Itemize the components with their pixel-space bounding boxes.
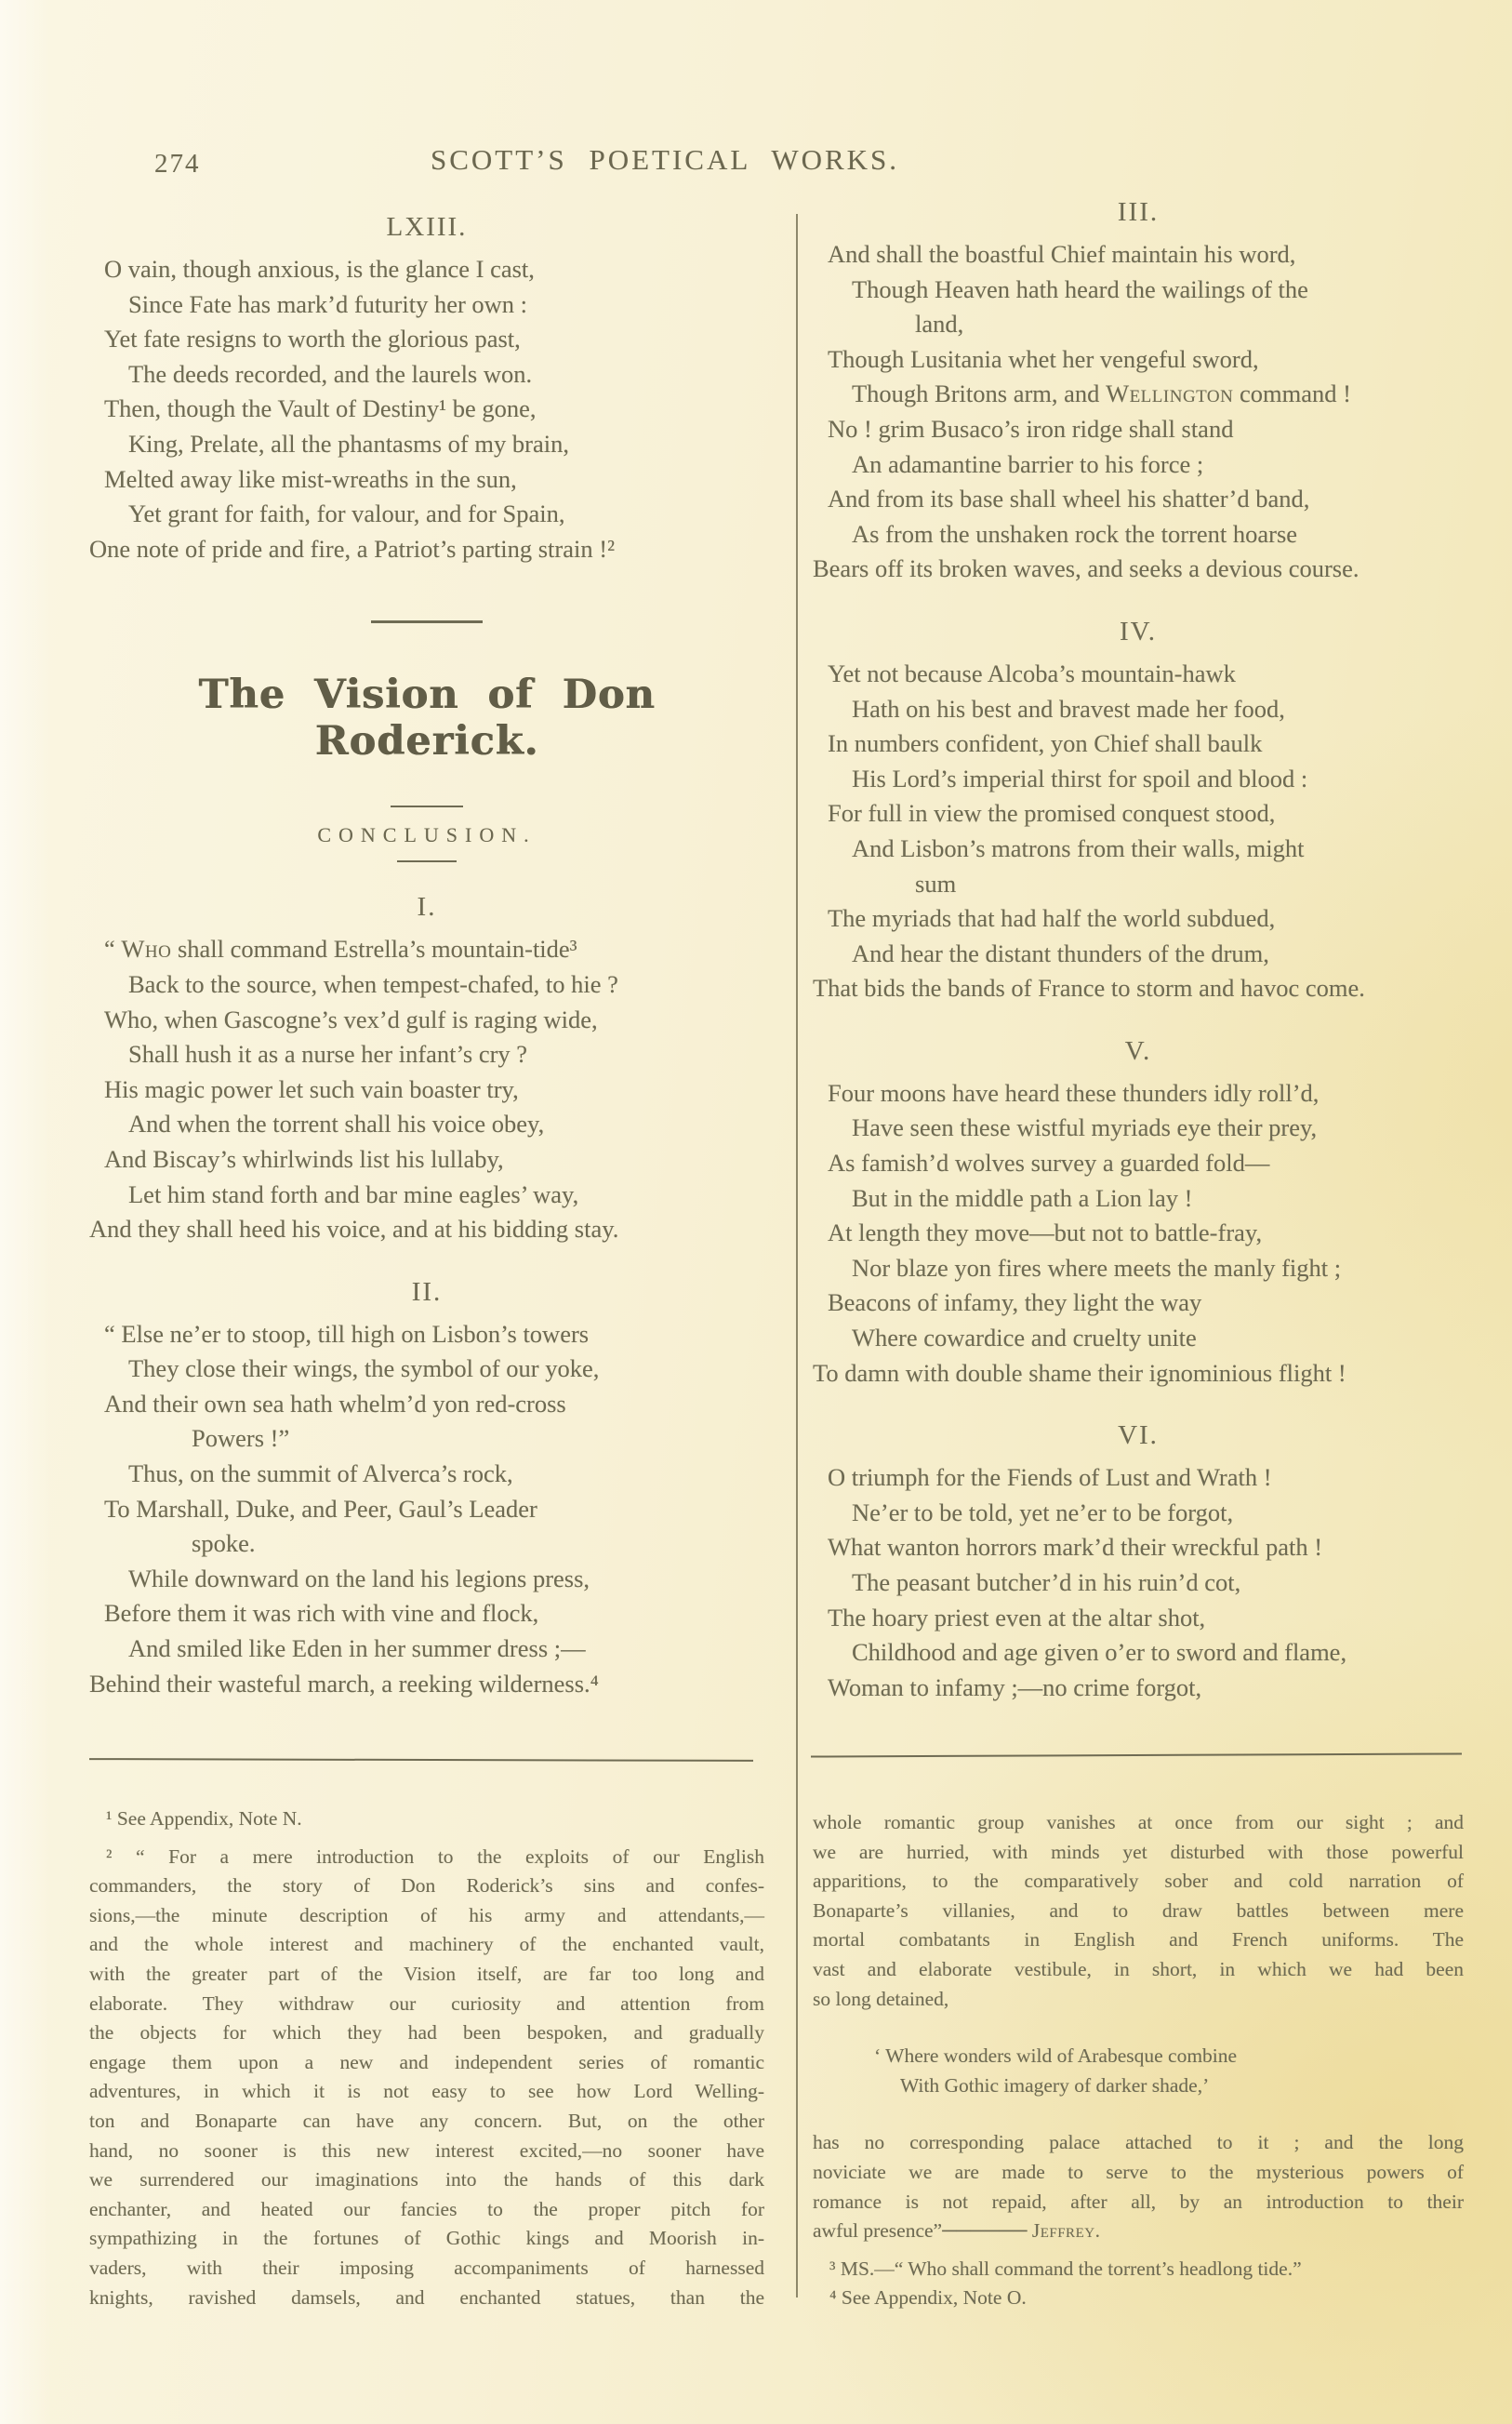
footnote-line: mortal combatants in English and French uniforms. The xyxy=(813,1928,1464,1951)
poem-line: Ne’er to be told, yet ne’er to be forgot, xyxy=(852,1498,1234,1526)
poem-line: Let him stand forth and bar mine eagles’ way, xyxy=(128,1179,579,1208)
poem-line: Back to the source, when tempest-chafed, to hie ? xyxy=(128,969,618,998)
poem-line: In numbers confident, yon Chief shall baulk xyxy=(828,729,1263,758)
poem-line: And Lisbon’s matrons from their walls, might xyxy=(852,833,1305,862)
footnote-line: Bonaparte’s villanies, and to draw battles between mere xyxy=(813,1898,1464,1922)
section-heading: LXIII. xyxy=(386,212,468,242)
section-heading: V. xyxy=(1124,1035,1152,1066)
footnote-line: apparitions, to the comparatively sober and cold narration of xyxy=(813,1870,1464,1893)
stanza xyxy=(813,657,1464,1006)
poem-line: And smiled like Eden in her summer dress ;— xyxy=(128,1634,586,1663)
poem-line: O vain, though anxious, is the glance I cast, xyxy=(104,255,535,283)
footnote-line: romance is not repaid, after all, by an introduction to their xyxy=(813,2190,1464,2213)
stanza xyxy=(813,1076,1464,1391)
footnote-line: engage them upon a new and independent series of romantic xyxy=(89,2050,764,2073)
poem-line: As from the unshaken rock the torrent hoarse xyxy=(852,519,1298,548)
small-caps-text: Jeffrey xyxy=(1031,2219,1095,2243)
poem-line: The deeds recorded, and the laurels won. xyxy=(128,359,533,388)
poem-line: Though Lusitania whet her vengeful sword, xyxy=(828,344,1259,373)
poem-line: O triumph for the Fiends of Lust and Wrath ! xyxy=(828,1463,1272,1492)
poem-line: What wanton horrors mark’d their wreckful path ! xyxy=(828,1533,1323,1562)
running-title: SCOTT’S POETICAL WORKS. xyxy=(430,143,900,176)
poem-line: Bears off its broken waves, and seeks a devious course. xyxy=(813,554,1359,583)
footnote-line: ‘ Where wonders wild of Arabesque combine xyxy=(874,2044,1238,2068)
poem-line: Yet not because Alcoba’s mountain-hawk xyxy=(828,659,1236,687)
footnote-line: with the greater part of the Vision itself, are far too long and xyxy=(89,1962,764,1985)
poem-line: Shall hush it as a nurse her infant’s cry ? xyxy=(128,1040,528,1069)
poem-line: But in the middle path a Lion lay ! xyxy=(852,1183,1193,1212)
poem-line: Powers !” xyxy=(192,1424,290,1453)
footnote-line: so long detained, xyxy=(813,1987,949,2010)
section-heading: III. xyxy=(1117,197,1160,227)
poem-line: The myriads that had half the world subdued, xyxy=(828,904,1276,933)
footnote-line: elaborate. They withdraw our curiosity and attention from xyxy=(89,1991,764,2015)
poem-line: Though Britons arm, and Wellington command ! xyxy=(852,380,1351,408)
footnote-line: ¹ See Appendix, Note N. xyxy=(106,1807,302,1830)
footnote-separator-right xyxy=(811,1752,1462,1757)
footnote-line: noviciate we are made to serve to the mysterious powers of xyxy=(813,2160,1464,2183)
poem-line: And when the torrent shall his voice obey, xyxy=(128,1110,545,1139)
poem-line: Behind their wasteful march, a reeking wilderness.⁴ xyxy=(89,1669,599,1698)
footnote-line: hand, no sooner is this new interest excited,—no sooner have xyxy=(89,2138,764,2162)
footnote-line: ⁴ See Appendix, Note O. xyxy=(829,2286,1027,2310)
conclusion-subtitle: CONCLUSION. xyxy=(317,823,537,847)
stanza xyxy=(813,237,1464,587)
poem-line: His Lord’s imperial thirst for spoil and blood : xyxy=(852,764,1308,792)
ornament-rule xyxy=(391,806,463,807)
poem-line: Thus, on the summit of Alverca’s rock, xyxy=(128,1459,513,1488)
footnote-line: vaders, with their imposing accompaniments of harnessed xyxy=(89,2256,764,2279)
poem-line: For full in view the promised conquest stood, xyxy=(828,799,1276,828)
poem-line: To Marshall, Duke, and Peer, Gaul’s Leader xyxy=(104,1494,537,1523)
poem-line: Hath on his best and bravest made her food, xyxy=(852,694,1285,723)
poem-line: To damn with double shame their ignominious flight ! xyxy=(813,1358,1346,1387)
section-heading: IV. xyxy=(1119,616,1158,646)
poem-line: Who, when Gascogne’s vex’d gulf is raging wide, xyxy=(104,1005,598,1033)
poem-line: They close their wings, the symbol of our yoke, xyxy=(128,1354,600,1383)
page-number: 274 xyxy=(154,149,201,179)
section-heading: II. xyxy=(411,1276,443,1307)
poem-line: Woman to infamy ;—no crime forgot, xyxy=(828,1672,1202,1701)
poem-line: And their own sea hath whelm’d yon red-cross xyxy=(104,1389,566,1418)
poem-line: His magic power let such vain boaster try, xyxy=(104,1074,519,1103)
poem-line: Beacons of infamy, they light the way xyxy=(828,1288,1202,1317)
ornament-rule xyxy=(397,860,457,862)
poem-line: Where cowardice and cruelty unite xyxy=(852,1324,1197,1352)
poem-line: At length they move—but not to battle-fray, xyxy=(828,1219,1263,1247)
poem-line: And Biscay’s whirlwinds list his lullaby, xyxy=(104,1144,504,1173)
poem-line: Before them it was rich with vine and flock, xyxy=(104,1599,539,1628)
poem-line: Yet grant for faith, for valour, and for Spain, xyxy=(128,499,565,528)
footnote-line: ³ MS.—“ Who shall command the torrent’s headlong tide.” xyxy=(829,2257,1302,2280)
poem-line: And shall the boastful Chief maintain his word, xyxy=(828,240,1296,268)
poem-line: “ Else ne’er to stoop, till high on Lisbon’s towers xyxy=(104,1319,590,1348)
poem-line: An adamantine barrier to his force ; xyxy=(852,449,1204,478)
footnote-line: sympathizing in the fortunes of Gothic kings and Moorish in- xyxy=(89,2227,764,2250)
footnote-line: and the whole interest and machinery of the enchanted vault, xyxy=(89,1933,764,1956)
footnote-line: ton and Bonaparte can have any concern. But, on the other xyxy=(89,2109,764,2132)
poem-line: Yet fate resigns to worth the glorious past, xyxy=(104,325,521,353)
right-column xyxy=(813,197,1464,1705)
poem-line: That bids the bands of France to storm and havoc come. xyxy=(813,974,1365,1003)
poem-line: Have seen these wistful myriads eye their prey, xyxy=(852,1113,1318,1142)
section-heading: I. xyxy=(417,892,437,923)
small-caps-text: Wellington xyxy=(1106,380,1234,408)
poem-line: Melted away like mist-wreaths in the sun, xyxy=(104,464,517,493)
footnotes-right xyxy=(813,1808,1464,2313)
left-column xyxy=(89,212,764,1701)
poem-line: King, Prelate, all the phantasms of my brain, xyxy=(128,429,569,458)
footnote-line: awful presence”────── Jeffrey. xyxy=(813,2219,1100,2243)
poem-line: Four moons have heard these thunders idly roll’d, xyxy=(828,1078,1320,1107)
footnote-line: knights, ravished damsels, and enchanted statues, than the xyxy=(89,2285,764,2309)
poem-line: As famish’d wolves survey a guarded fold— xyxy=(828,1149,1270,1178)
footnote-separator-left xyxy=(89,1758,753,1762)
poem-line: No ! grim Busaco’s iron ridge shall stand xyxy=(828,414,1234,443)
footnote-line: sions,—the minute description of his army and attendants,— xyxy=(89,1903,764,1926)
poem-line: While downward on the land his legions press, xyxy=(128,1564,590,1592)
poem-line: The hoary priest even at the altar shot, xyxy=(828,1603,1206,1632)
poem-line: And they shall heed his voice, and at his bidding stay. xyxy=(89,1215,619,1244)
poem-line: spoke. xyxy=(192,1529,256,1558)
footnote-line: enchanter, and heated our fancies to the proper pitch for xyxy=(89,2197,764,2220)
footnote-line: ² “ For a mere introduction to the exploits of our English xyxy=(106,1845,764,1868)
poem-line: Childhood and age given o’er to sword and flame, xyxy=(852,1638,1347,1667)
ornament-rule xyxy=(371,620,483,623)
stanza xyxy=(813,1460,1464,1705)
poem-line: Though Heaven hath heard the wailings of the xyxy=(852,274,1308,303)
footnote-line: With Gothic imagery of darker shade,’ xyxy=(900,2073,1210,2097)
poem-line: And hear the distant thunders of the drum, xyxy=(852,939,1269,967)
poem-line: Nor blaze yon fires where meets the manly fight ; xyxy=(852,1253,1342,1282)
poem-title: The Vision of Don Roderick. xyxy=(198,672,656,766)
poem-line: The peasant butcher’d in his ruin’d cot, xyxy=(852,1568,1241,1596)
poem-line: One note of pride and fire, a Patriot’s parting strain !² xyxy=(89,534,616,563)
poem-line: Since Fate has mark’d futurity her own : xyxy=(128,289,528,318)
footnote-line: whole romantic group vanishes at once from our sight ; and xyxy=(813,1811,1464,1833)
footnote-line: vast and elaborate vestibule, in short, in which we had been xyxy=(813,1957,1464,1980)
poem-line: land, xyxy=(915,310,964,339)
poem-line: Then, though the Vault of Destiny¹ be gone, xyxy=(104,394,537,423)
section-heading: VI. xyxy=(1118,1420,1159,1451)
footnote-line: adventures, in which it is not easy to see how Lord Welling- xyxy=(89,2080,764,2103)
footnote-line: has no corresponding palace attached to it ; and the long xyxy=(813,2131,1464,2154)
poem-line: “ Who shall command Estrella’s mountain-tide³ xyxy=(104,935,577,964)
small-caps-text: Who xyxy=(121,935,172,964)
footnote-line: we surrendered our imaginations into the hands of this dark xyxy=(89,2168,764,2191)
stanza xyxy=(89,1317,764,1702)
poem-line: sum xyxy=(915,869,957,898)
stanza xyxy=(89,252,764,566)
column-divider-rule xyxy=(796,214,798,2297)
footnote-line: we are hurried, with minds yet disturbed with those powerful xyxy=(813,1840,1464,1863)
footnote-line: the objects for which they had been bespoken, and gradually xyxy=(89,2021,764,2044)
poem-line: And from its base shall wheel his shatter’d band, xyxy=(828,485,1310,513)
stanza xyxy=(89,932,764,1246)
footnote-line: commanders, the story of Don Roderick’s sins and confes- xyxy=(89,1874,764,1898)
footnotes-left xyxy=(89,1805,764,2312)
